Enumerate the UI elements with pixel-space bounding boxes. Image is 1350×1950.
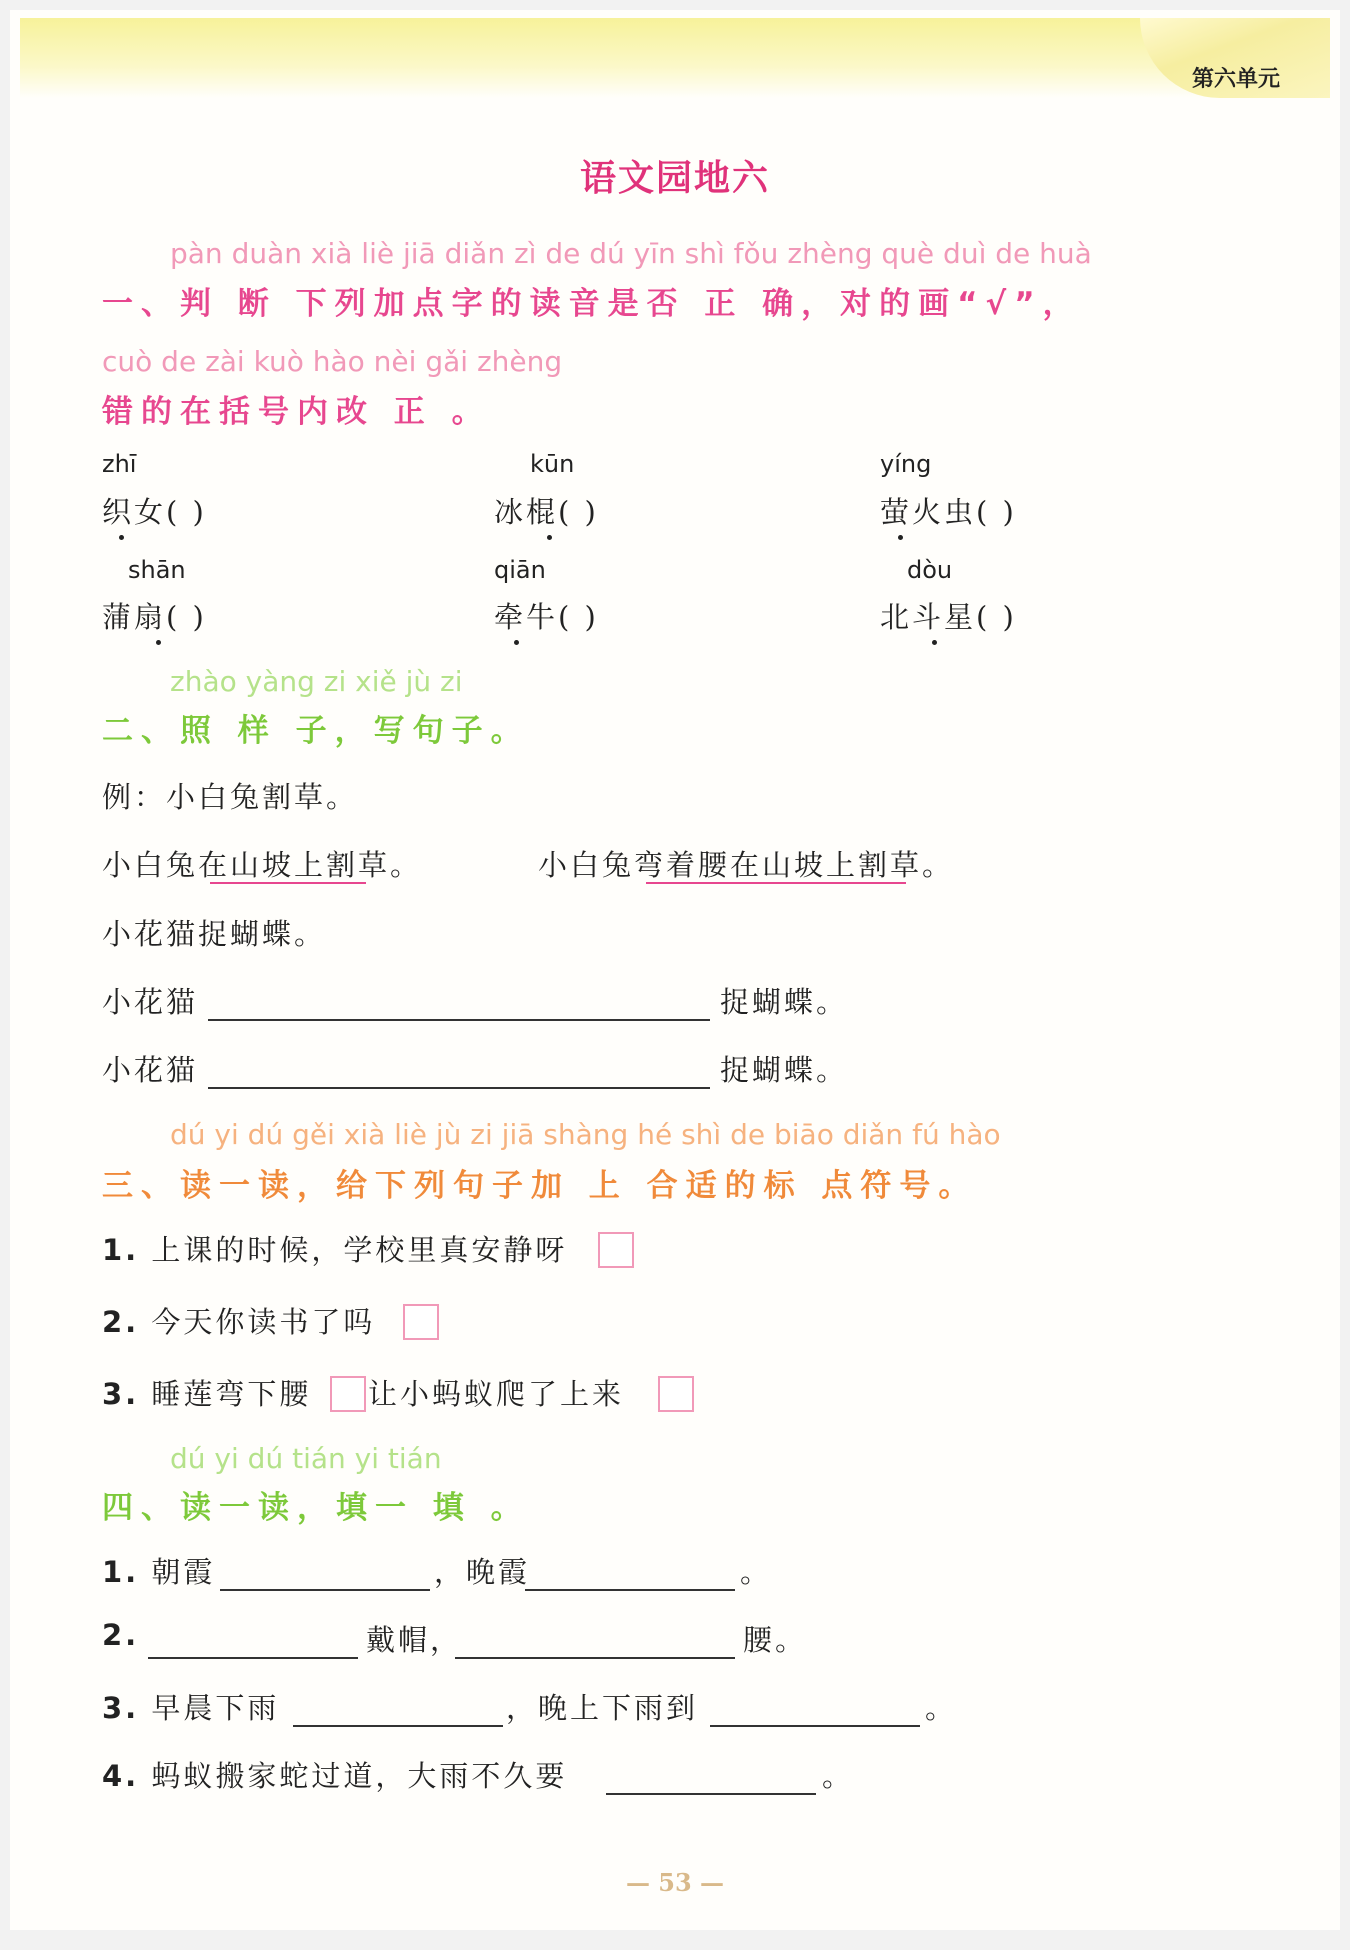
example-sentence-a: 小白兔在山坡上割草。 (102, 848, 423, 882)
fill4-3-blank-1[interactable] (293, 1725, 503, 1727)
item-number: 4. (102, 1759, 140, 1793)
section2-heading: 二、照 样 子，写句子。 (102, 713, 530, 749)
section4-heading: 四、读一读，填一 填 。 (102, 1490, 530, 1526)
fill4-4-b: 。 (822, 1759, 855, 1793)
fill4-2-num: 2. (102, 1618, 140, 1652)
page-number: — 53 — (625, 1868, 725, 1897)
fill-line-1-end: 捉蝴蝶。 (720, 985, 849, 1019)
fill4-4-blank[interactable] (606, 1793, 816, 1795)
fill4-3-c: 。 (925, 1691, 958, 1725)
fill-blank-1[interactable] (208, 1019, 710, 1021)
fill4-3-text-a: 早晨下雨 (151, 1691, 280, 1725)
fill4-4-text-a: 蚂蚁搬家蛇过道，大雨不久要 (151, 1759, 568, 1793)
fill4-1-a (102, 1550, 215, 1591)
example-sentence-b: 小白兔弯着腰在山坡上割草。 (538, 848, 955, 882)
item-binggun: 冰棍( ) (494, 495, 599, 529)
emphasis-dot (156, 640, 161, 645)
emphasis-dot (514, 640, 519, 645)
fill-blank-2[interactable] (208, 1087, 710, 1089)
fill4-1-c: 。 (740, 1555, 773, 1589)
fill4-1-blank-2[interactable] (525, 1589, 735, 1591)
punct-sentence-2: 今天你读书了吗 (151, 1305, 376, 1339)
example-a-underline (210, 882, 366, 884)
example-b-underline (646, 882, 906, 884)
prompt-sentence: 小花猫捉蝴蝶。 (102, 917, 327, 951)
punct-sentence-1: 上课的时候，学校里真安静呀 (151, 1233, 568, 1267)
section1-heading-1: 一、判 断 下列加点字的读音是否 正 确，对的画“√”， (102, 286, 1082, 322)
section1-heading-2: 错的在括号内改 正 。 (102, 394, 491, 430)
pinyin-shan: shān (128, 556, 186, 584)
item-beidouxing: 北斗星( ) (880, 600, 1017, 634)
section1-pinyin-2: cuò de zài kuò hào nèi gǎi zhèng (102, 345, 563, 378)
section3-pinyin: dú yi dú gěi xià liè jù zi jiā shàng hé shì de biāo diǎn fú hào (170, 1118, 1001, 1151)
worksheet-page (10, 10, 1340, 1930)
punct-box-1[interactable] (598, 1232, 634, 1268)
section3-heading: 三、读一读，给下列句子加 上 合适的标 点符号。 (102, 1168, 978, 1204)
item-qianniu: 牵牛( ) (494, 600, 599, 634)
emphasis-dot (119, 535, 124, 540)
fill4-2-blank-1[interactable] (148, 1657, 358, 1659)
fill4-1-text-a: 朝霞 (151, 1555, 216, 1589)
fill4-3-a (102, 1686, 279, 1727)
fill4-3-blank-2[interactable] (710, 1725, 920, 1727)
fill4-2-a: 戴帽， (366, 1623, 463, 1657)
pinyin-kun: kūn (530, 450, 575, 478)
fill-line-2-start: 小花猫 (102, 1053, 199, 1087)
section4-pinyin: dú yi dú tián yi tián (170, 1442, 442, 1475)
emphasis-dot (547, 535, 552, 540)
fill4-1-blank-1[interactable] (220, 1589, 430, 1591)
pinyin-zhi: zhī (102, 450, 137, 478)
item-number: 1. (102, 1555, 140, 1589)
punct-box-3a[interactable] (330, 1376, 366, 1412)
header-banner (20, 18, 1330, 98)
pinyin-dou: dòu (907, 556, 953, 584)
unit-label: 第六单元 (1191, 67, 1280, 92)
section2-pinyin: zhào yàng zi xiě jù zi (170, 665, 463, 698)
page-title: 语文园地六 (579, 158, 770, 199)
item-number: 2. (102, 1305, 140, 1339)
fill4-2-b: 腰。 (743, 1623, 808, 1657)
item-number: 3. (102, 1691, 140, 1725)
punct-item-1 (102, 1228, 567, 1269)
fill-line-2-end: 捉蝴蝶。 (720, 1053, 849, 1087)
item-number: 3. (102, 1377, 140, 1411)
fill4-4-a (102, 1754, 567, 1795)
punct-box-3b[interactable] (658, 1376, 694, 1412)
punct-sentence-3b: 让小蚂蚁爬了上来 (368, 1377, 625, 1411)
emphasis-dot (932, 640, 937, 645)
item-yinghuochong: 萤火虫( ) (880, 495, 1017, 529)
pinyin-qian: qiān (494, 556, 546, 584)
item-number: 1. (102, 1233, 140, 1267)
fill4-2-blank-2[interactable] (455, 1657, 735, 1659)
section1-pinyin-1: pàn duàn xià liè jiā diǎn zì de dú yīn shì fǒu zhèng què duì de huà (170, 237, 1092, 270)
fill4-3-b: ，晚上下雨到 (506, 1691, 699, 1725)
punct-item-3a (102, 1372, 311, 1413)
fill4-1-b: ，晚霞 (434, 1555, 531, 1589)
fill-line-1-start: 小花猫 (102, 985, 199, 1019)
punct-box-2[interactable] (403, 1304, 439, 1340)
punct-sentence-3a: 睡莲弯下腰 (151, 1377, 312, 1411)
item-pushan: 蒲扇( ) (102, 600, 207, 634)
punct-item-2 (102, 1300, 375, 1341)
emphasis-dot (898, 535, 903, 540)
item-zhinu: 织女( ) (102, 495, 207, 529)
example-label: 例：小白兔割草。 (102, 780, 359, 814)
pinyin-ying: yíng (880, 450, 932, 478)
